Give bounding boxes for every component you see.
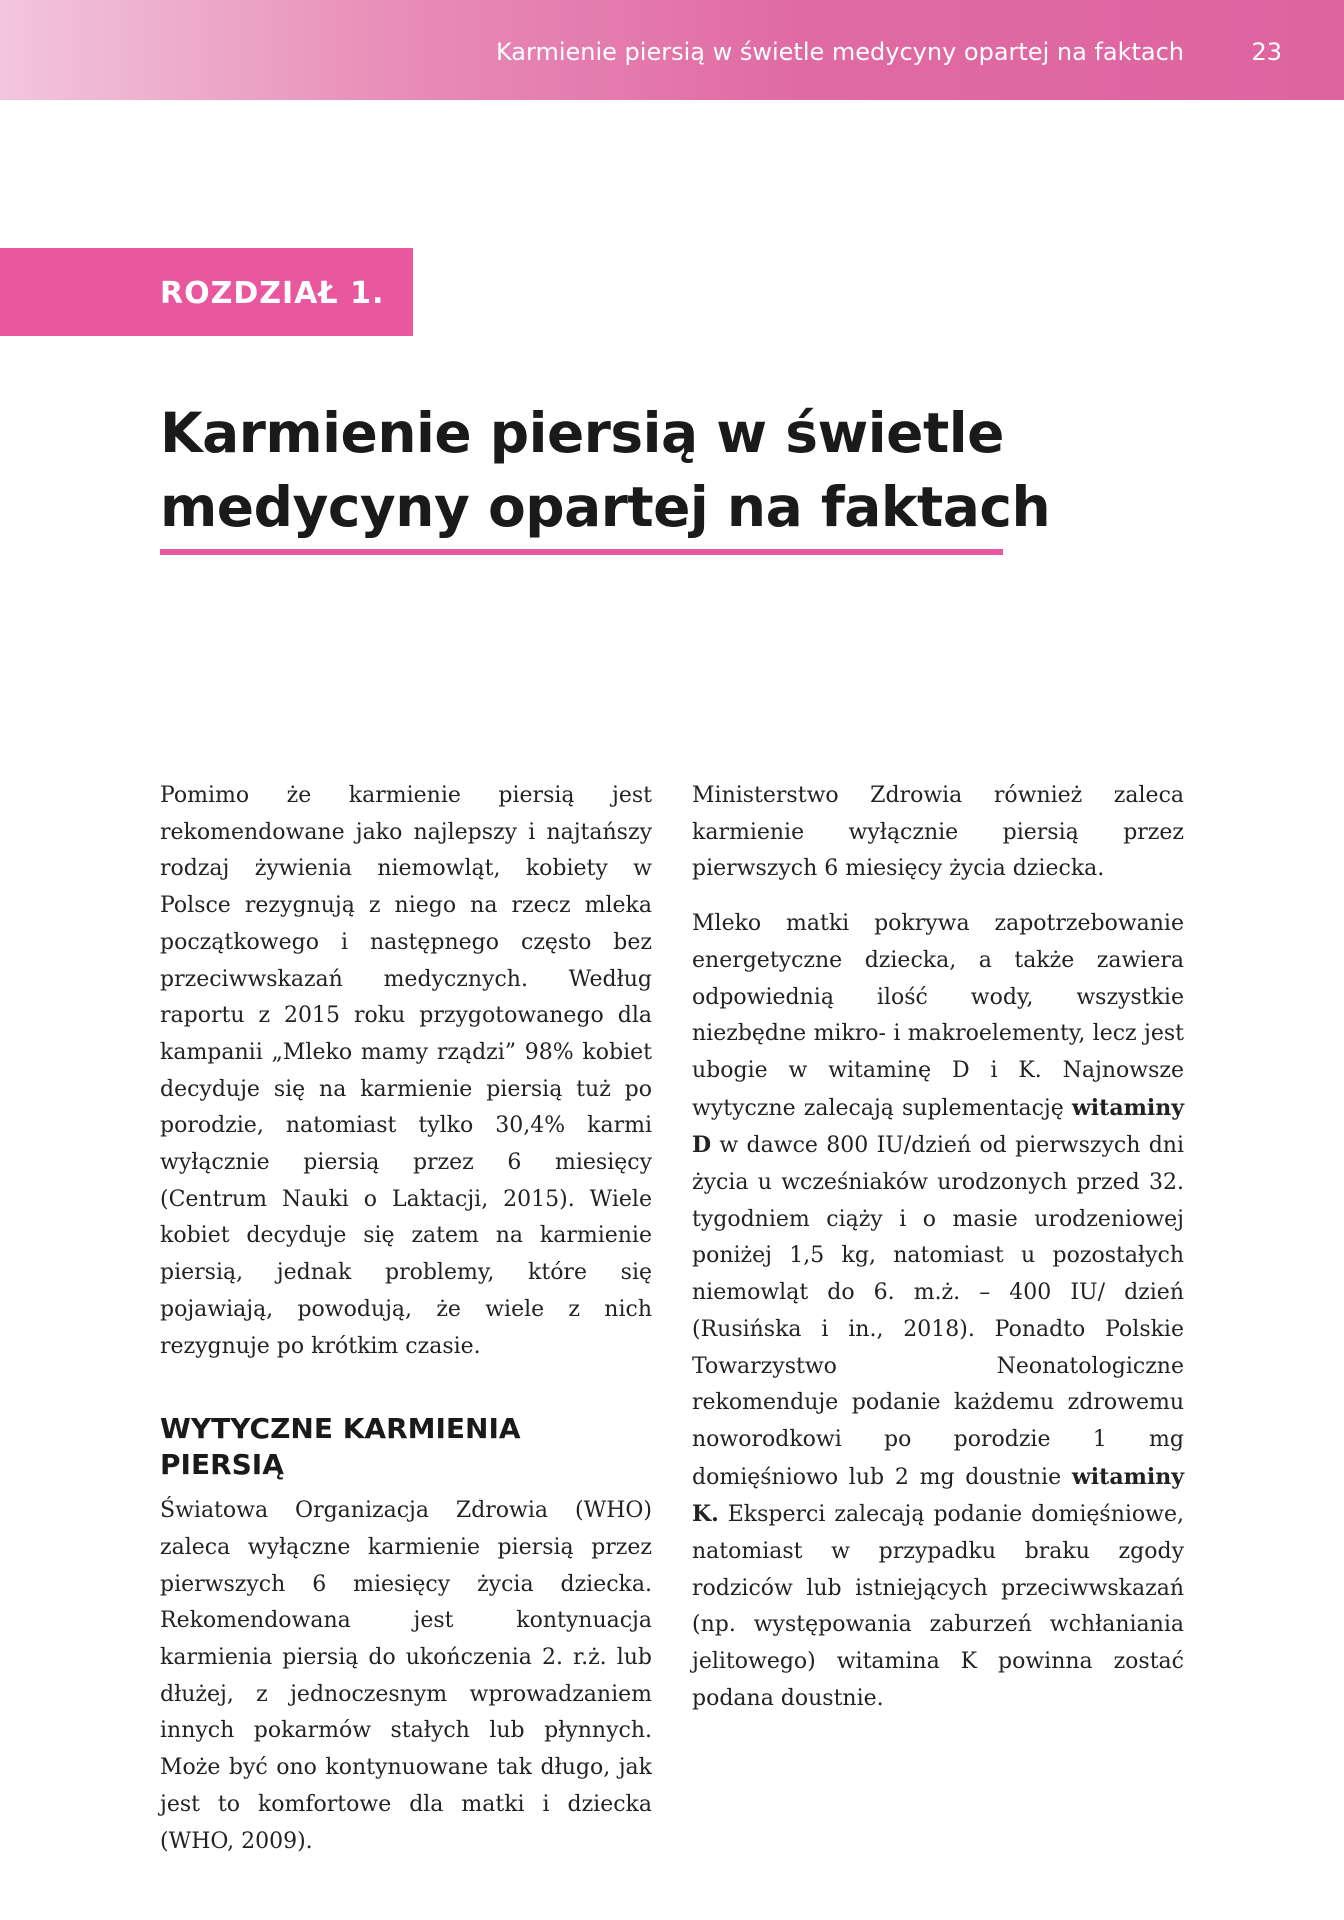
title-underline (160, 549, 1003, 555)
page-header (0, 0, 1344, 100)
vitamins-text-part-2: w dawce 800 IU/dzień od pierwszych dni życia u wcześniaków urodzonych przed 32. tygodniem ciąży i o masie urodzeniowej poniżej 1,5 kg, natomiast u pozostałych niemowląt do 6. m.ż. – 400 IU/ dzień (Rusińska i in., 2018). Ponadto Polskie Towarzystwo Neonatologiczne rekomenduje podanie każdemu zdrowemu noworodkowi po porodzie 1 mg domięśniowo lub 2 mg doustnie (692, 1133, 1184, 1490)
vitamins-text-part-3: Eksperci zalecają podanie domięśniowe, natomiast w przypadku braku zgody rodziców lub istniejących przeciwwskazań (np. występowania zaburzeń wchłaniania jelitowego) witamina K powinna zostać podana doustnie. (692, 1502, 1184, 1711)
page-number: 23 (1251, 38, 1282, 66)
chapter-title: Karmienie piersią w świetle medycyny opartej na faktach (160, 401, 1051, 539)
vitamin-d-emphasis: witaminy D (692, 1094, 1184, 1159)
section-heading-guidelines: WYTYCZNE KARMIENIA PIERSIĄ (160, 1412, 521, 1482)
vitamin-k-emphasis: witaminy K. (692, 1463, 1184, 1528)
running-title: Karmienie piersią w świetle medycyny opartej na faktach (495, 38, 1184, 66)
left-column (160, 778, 652, 1878)
right-paragraph-vitamins (692, 906, 1184, 1717)
right-paragraph-ministry: Ministerstwo Zdrowia również zaleca karmienie wyłącznie piersią przez pierwszych 6 miesięcy życia dziecka. (692, 783, 1184, 882)
left-paragraph-who: Światowa Organizacja Zdrowia (WHO) zaleca wyłączne karmienie piersią przez pierwszych 6 miesięcy życia dziecka. Rekomendowana jest kontynuacja karmienia piersią do ukończenia 2. r.ż. lub dłużej, z jednoczesnym wprowadzaniem innych pokarmów stałych lub płynnych. Może być ono kontynuowane tak długo, jak jest to komfortowe dla matki i dziecka (WHO, 2009). (160, 1498, 652, 1854)
right-column (692, 778, 1184, 1736)
chapter-label: ROZDZIAŁ 1. (160, 276, 385, 311)
left-paragraph-intro: Pomimo że karmienie piersią jest rekomendowane jako najlepszy i najtańszy rodzaj żywienia niemowląt, kobiety w Polsce rezygnują z niego na rzecz mleka początkowego i następnego często bez przeciwwskazań medycznych. Według raportu z 2015 roku przygotowanego dla kampanii „Mleko mamy rządzi” 98% kobiet decyduje się na karmienie piersią tuż po porodzie, natomiast tylko 30,4% karmi wyłącznie piersią przez 6 miesięcy (Centrum Nauki o Laktacji, 2015). Wiele kobiet decyduje się zatem na karmienie piersią, jednak problemy, które się pojawiają, powodują, że wiele z nich rezygnuje po krótkim czasie. (160, 783, 652, 1359)
vitamins-text-part-1: Mleko matki pokrywa zapotrzebowanie energetyczne dziecka, a także zawiera odpowiednią ilość wody, wszystkie niezbędne mikro- i makroelementy, lecz jest ubogie w witaminę D i K. Najnowsze wytyczne zalecają suplementację (692, 911, 1184, 1121)
